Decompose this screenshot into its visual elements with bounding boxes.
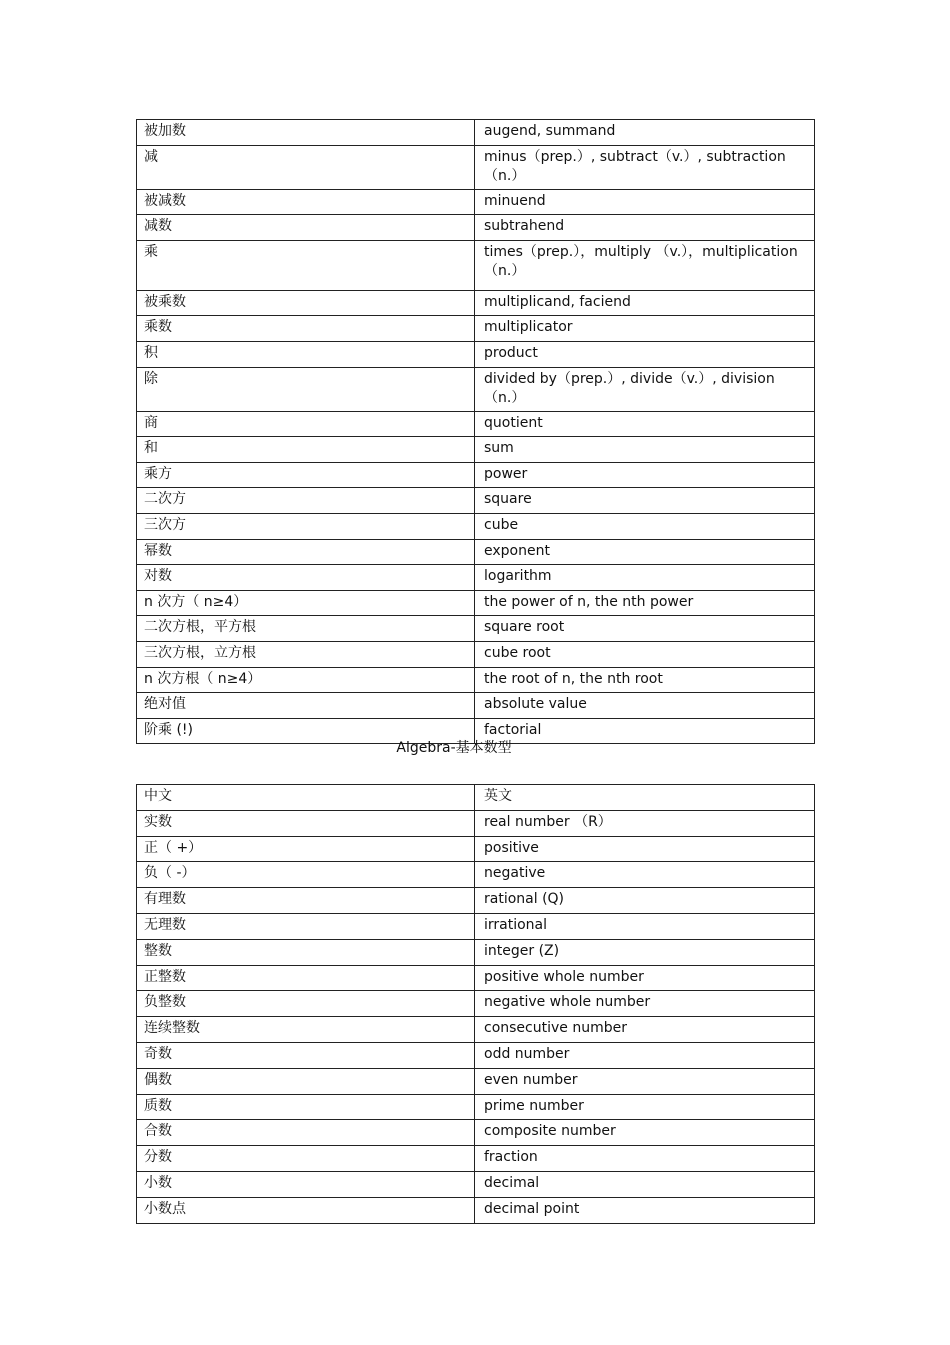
chinese-term: 对数: [137, 565, 475, 591]
chinese-term: 负整数: [137, 991, 475, 1017]
column-header-english: 英文: [475, 785, 815, 811]
english-term: minus（prep.）, subtract（v.）, subtraction （n.）: [475, 145, 815, 189]
chinese-term: 正整数: [137, 965, 475, 991]
english-term: quotient: [475, 411, 815, 437]
table-row: [137, 341, 815, 367]
table-row: [137, 693, 815, 719]
table-row: [137, 240, 815, 290]
chinese-term: 奇数: [137, 1042, 475, 1068]
chinese-term: 三次方: [137, 513, 475, 539]
table-row: [137, 1146, 815, 1172]
english-term: minuend: [475, 189, 815, 215]
table-row: [137, 1171, 815, 1197]
table-row: [137, 1120, 815, 1146]
table-row: [137, 1042, 815, 1068]
chinese-term: 无理数: [137, 913, 475, 939]
chinese-term: 分数: [137, 1146, 475, 1172]
table-row: [137, 913, 815, 939]
english-term: positive: [475, 836, 815, 862]
operations-glossary-table: [136, 119, 815, 744]
chinese-term: 绝对值: [137, 693, 475, 719]
chinese-term: 被减数: [137, 189, 475, 215]
english-term: the root of n, the nth root: [475, 667, 815, 693]
table-row: [137, 965, 815, 991]
english-term: augend, summand: [475, 120, 815, 146]
english-term: composite number: [475, 1120, 815, 1146]
table-row: [137, 565, 815, 591]
english-term: decimal: [475, 1171, 815, 1197]
chinese-term: 实数: [137, 810, 475, 836]
chinese-term: n 次方根（ n≥4）: [137, 667, 475, 693]
chinese-term: 连续整数: [137, 1017, 475, 1043]
english-term: fraction: [475, 1146, 815, 1172]
table-row: [137, 616, 815, 642]
table-row: [137, 437, 815, 463]
table-row: [137, 411, 815, 437]
english-term: consecutive number: [475, 1017, 815, 1043]
english-term: power: [475, 462, 815, 488]
chinese-term: 乘数: [137, 316, 475, 342]
chinese-term: 负（ -）: [137, 862, 475, 888]
english-term: multiplicator: [475, 316, 815, 342]
table-header-row: [137, 785, 815, 811]
table-row: [137, 316, 815, 342]
table-row: [137, 991, 815, 1017]
chinese-term: 二次方: [137, 488, 475, 514]
chinese-term: 正（ +）: [137, 836, 475, 862]
english-term: negative whole number: [475, 991, 815, 1017]
english-term: real number （R）: [475, 810, 815, 836]
chinese-term: 整数: [137, 939, 475, 965]
table-row: [137, 539, 815, 565]
number-types-glossary-table: [136, 784, 815, 1224]
table-row: [137, 1017, 815, 1043]
english-term: absolute value: [475, 693, 815, 719]
english-term: divided by（prep.）, divide（v.）, division（n.）: [475, 367, 815, 411]
table-row: [137, 120, 815, 146]
chinese-term: 被加数: [137, 120, 475, 146]
english-term: irrational: [475, 913, 815, 939]
english-term: prime number: [475, 1094, 815, 1120]
table-row: [137, 290, 815, 316]
table-row: [137, 215, 815, 241]
table-row: [137, 1197, 815, 1223]
table-row: [137, 667, 815, 693]
english-term: times（prep.），multiply （v.），multiplication（n.）: [475, 240, 815, 290]
chinese-term: 偶数: [137, 1068, 475, 1094]
chinese-term: 质数: [137, 1094, 475, 1120]
table-row: [137, 367, 815, 411]
chinese-term: 小数: [137, 1171, 475, 1197]
english-term: square root: [475, 616, 815, 642]
english-term: odd number: [475, 1042, 815, 1068]
chinese-term: 三次方根，立方根: [137, 641, 475, 667]
chinese-term: 积: [137, 341, 475, 367]
english-term: exponent: [475, 539, 815, 565]
chinese-term: 小数点: [137, 1197, 475, 1223]
chinese-term: 被乘数: [137, 290, 475, 316]
table-row: [137, 810, 815, 836]
table-row: [137, 513, 815, 539]
table-row: [137, 145, 815, 189]
english-term: even number: [475, 1068, 815, 1094]
english-term: square: [475, 488, 815, 514]
chinese-term: 和: [137, 437, 475, 463]
chinese-term: 减: [137, 145, 475, 189]
english-term: cube root: [475, 641, 815, 667]
english-term: product: [475, 341, 815, 367]
chinese-term: 二次方根，平方根: [137, 616, 475, 642]
table-row: [137, 836, 815, 862]
english-term: multiplicand, faciend: [475, 290, 815, 316]
english-term: logarithm: [475, 565, 815, 591]
table-row: [137, 462, 815, 488]
table-row: [137, 641, 815, 667]
column-header-chinese: 中文: [137, 785, 475, 811]
english-term: integer (Z): [475, 939, 815, 965]
chinese-term: 除: [137, 367, 475, 411]
table-row: [137, 888, 815, 914]
english-term: cube: [475, 513, 815, 539]
chinese-term: 合数: [137, 1120, 475, 1146]
english-term: positive whole number: [475, 965, 815, 991]
english-term: rational (Q): [475, 888, 815, 914]
english-term: decimal point: [475, 1197, 815, 1223]
chinese-term: 乘方: [137, 462, 475, 488]
chinese-term: 有理数: [137, 888, 475, 914]
table-row: [137, 939, 815, 965]
english-term: negative: [475, 862, 815, 888]
english-term: sum: [475, 437, 815, 463]
table-row: [137, 189, 815, 215]
chinese-term: 阶乘 (!): [137, 718, 475, 744]
chinese-term: 减数: [137, 215, 475, 241]
chinese-term: 商: [137, 411, 475, 437]
table-row: [137, 590, 815, 616]
table-row: [137, 862, 815, 888]
table-row: [137, 488, 815, 514]
english-term: factorial: [475, 718, 815, 744]
chinese-term: n 次方（ n≥4）: [137, 590, 475, 616]
chinese-term: 乘: [137, 240, 475, 290]
english-term: the power of n, the nth power: [475, 590, 815, 616]
section-heading: Algebra-基本数型: [396, 740, 512, 756]
table-row: [137, 1068, 815, 1094]
chinese-term: 幂数: [137, 539, 475, 565]
english-term: subtrahend: [475, 215, 815, 241]
table-row: [137, 1094, 815, 1120]
